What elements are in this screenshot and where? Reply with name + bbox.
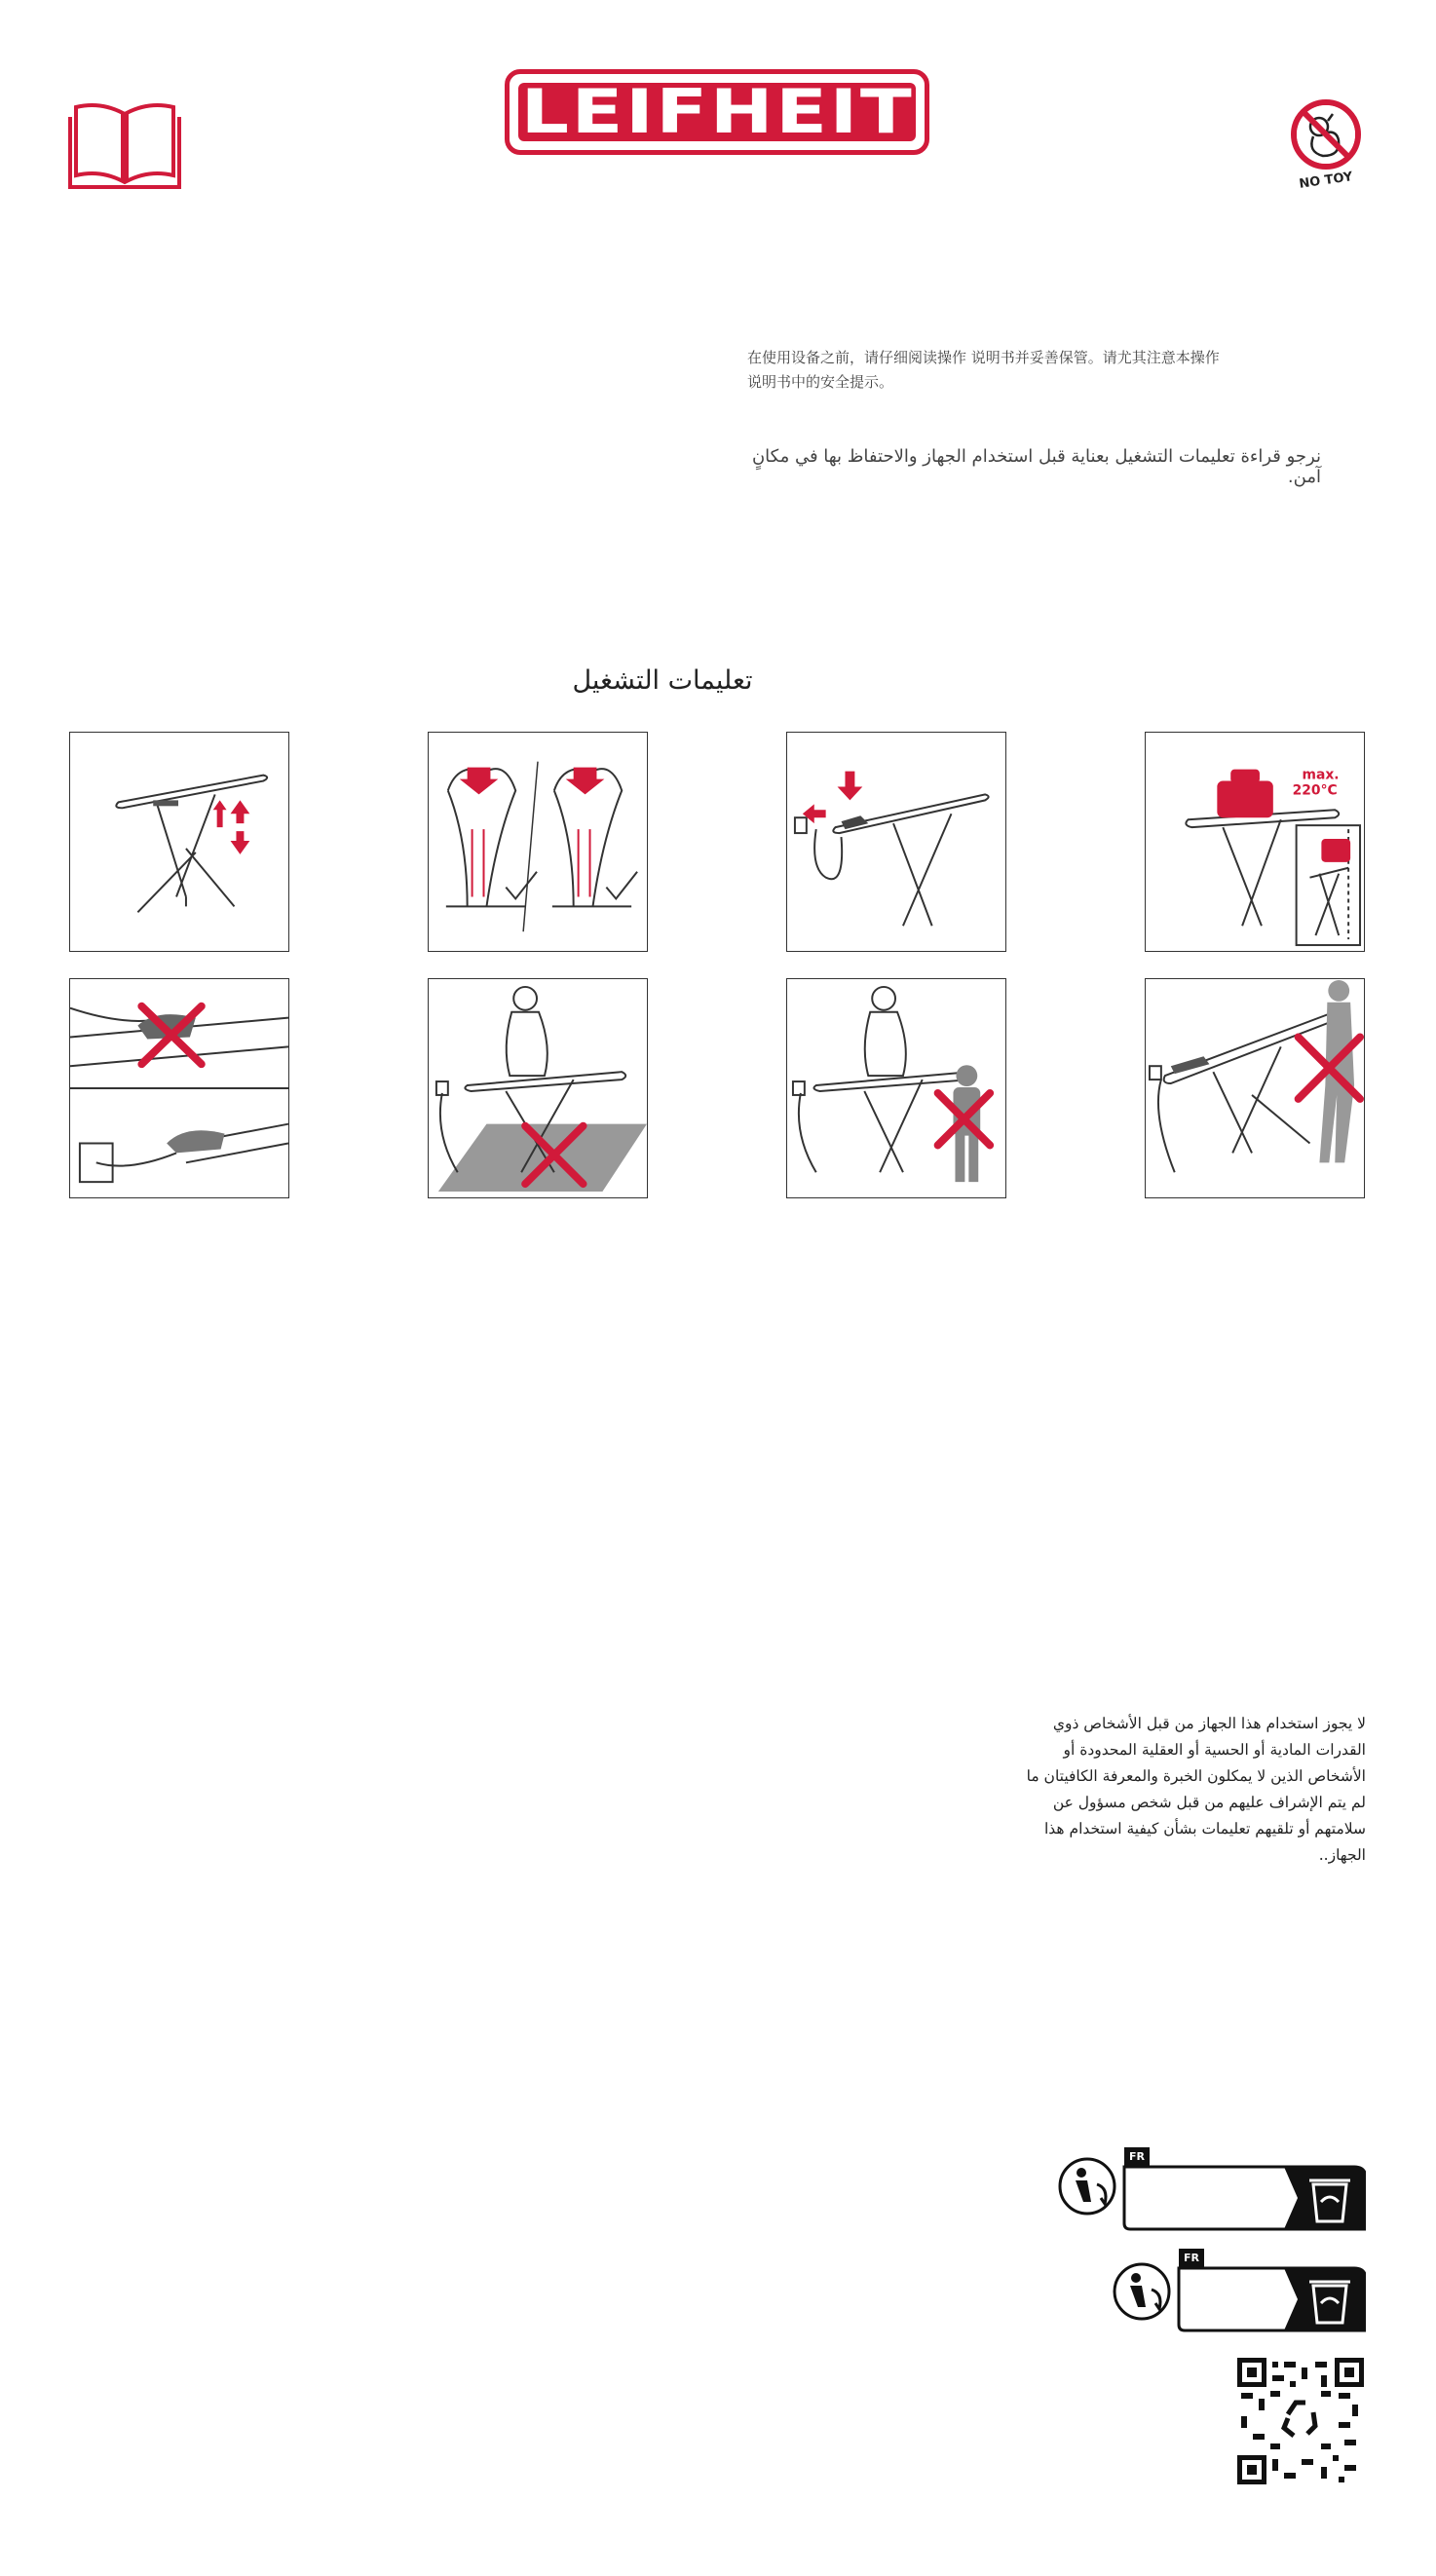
- chinese-intro-text: 在使用设备之前，请仔细阅读操作 说明书并妥善保管。请尤其注意本操作说明书中的安全提示。: [747, 349, 1220, 391]
- panel-adjust-height: [69, 732, 289, 952]
- panel-no-floor-cover: [428, 978, 648, 1198]
- no-toy-label: NO TOY: [1298, 170, 1354, 192]
- recycling-badge-2: [1113, 2247, 1366, 2334]
- brand-logo: [505, 69, 929, 155]
- brand-name: LEIFHEIT: [520, 76, 914, 147]
- temp-label-value: 220°C: [1292, 782, 1338, 799]
- panel-no-storing-person: [1145, 978, 1365, 1198]
- fr-label-2: FR: [1184, 2252, 1199, 2264]
- instructions-heading: تعليمات التشغيل: [572, 665, 753, 696]
- temp-label-max: max.: [1302, 767, 1340, 783]
- arabic-intro-text: نرجو قراءة تعليمات التشغيل بعناية قبل استخدام الجهاز والاحتفاظ بها في مكانٍ آمن.: [751, 446, 1321, 487]
- fr-label-1: FR: [1129, 2150, 1145, 2163]
- recycling-badge-1: [1058, 2145, 1366, 2233]
- panel-no-children: [786, 978, 1006, 1198]
- panel-unlock-legs: [428, 732, 648, 952]
- panel-max-temperature: [1145, 732, 1365, 952]
- panel-no-unattended-iron: [69, 978, 289, 1198]
- qr-code-icon: [1237, 2358, 1364, 2484]
- open-book-icon: [68, 97, 181, 193]
- arabic-warning-text: لا يجوز استخدام هذا الجهاز من قبل الأشخاص ذوي القدرات المادية أو الحسية أو العقلية المحدودة أو الأشخاص الذين لا يمكلون الخبرة والمعرفة الكافيتان ما لم يتم الإشراف عليهم من قبل شخص مسؤول عن سلامتهم أو تلقيهم تعليمات بشأن كيفية استخدام هذا الجهاز..: [1026, 1715, 1366, 1864]
- panel-iron-plug-in: [786, 732, 1006, 952]
- no-toy-icon: [1284, 97, 1368, 195]
